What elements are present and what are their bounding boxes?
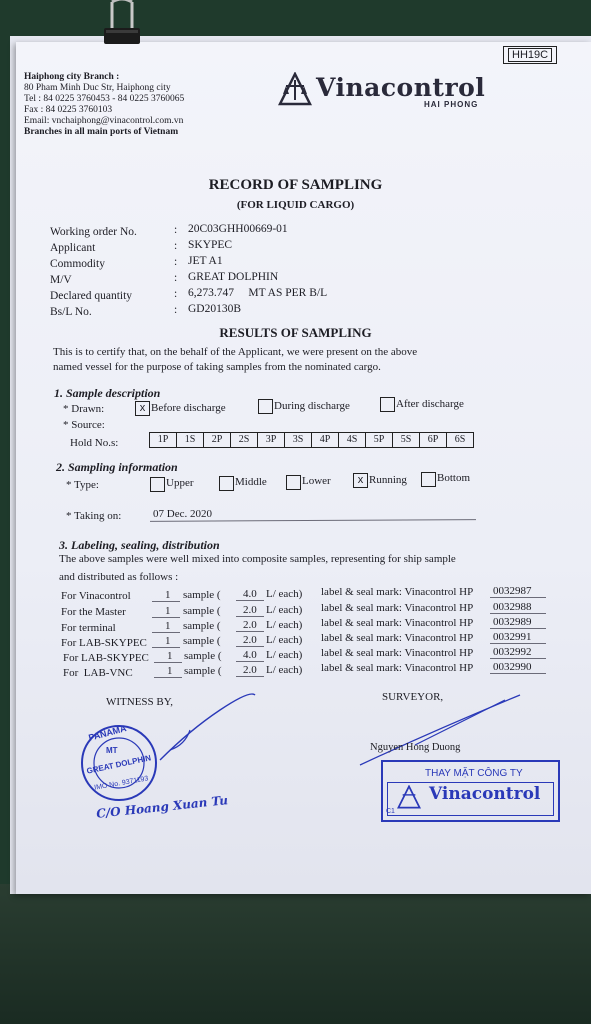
dist-qty: 1 [165, 589, 171, 601]
seal-underline [490, 597, 546, 598]
seal-underline [490, 658, 546, 659]
dist-unit: L/ each) [266, 588, 303, 600]
dist-litres: 4.0 [243, 588, 257, 600]
binder-clip-icon [100, 0, 144, 46]
results-heading: RESULTS OF SAMPLING [219, 325, 372, 340]
info-label: Bs/L No. [50, 306, 92, 318]
branch-fax: Fax : 84 0225 3760103 [24, 105, 113, 115]
dist-seal-label: label & seal mark: Vinacontrol HP [321, 632, 474, 644]
surveyor-label: SURVEYOR, [382, 691, 444, 703]
info-label: Applicant [50, 242, 96, 254]
taking-on-label: * Taking on: [66, 510, 122, 522]
litres-underline [236, 631, 264, 632]
stamp-code: C1 [386, 808, 395, 815]
info-colon: : [174, 288, 178, 300]
dist-qty: 1 [165, 620, 171, 632]
form-code: HH19C [503, 46, 557, 64]
hold-cell: 5P [366, 433, 393, 447]
ship-stamp-vessel: GREAT DOLPHIN [85, 753, 152, 776]
info-value: JET A1 [188, 255, 223, 267]
witness-signature: C/O Hoang Xuan Tu [95, 793, 229, 821]
dist-qty: 1 [165, 635, 171, 647]
dist-unit: L/ each) [266, 619, 303, 631]
hold-cell: 1S [177, 433, 204, 447]
drawn-label: * Drawn: [63, 403, 105, 415]
seal-underline [490, 643, 546, 644]
ship-stamp-imo: IMO No. 9371193 [93, 775, 149, 792]
litres-underline [236, 616, 264, 617]
document-subtitle: (FOR LIQUID CARGO) [236, 199, 355, 211]
dist-sample-word: sample ( [184, 650, 222, 662]
taking-on-date: 07 Dec. 2020 [153, 508, 212, 520]
hold-cell: 4P [312, 433, 339, 447]
litres-underline [236, 676, 264, 677]
certify-text-line1: This is to certify that, on the behalf of the Applicant, we were present on the above [53, 346, 418, 358]
checkbox-before-discharge[interactable]: x [135, 401, 150, 416]
distribution-text-line1: The above samples were well mixed into composite samples, representing for ship sample [59, 553, 456, 565]
dist-seal-number: 0032987 [493, 585, 532, 597]
info-value: GD20130B [188, 303, 242, 315]
witness-label: WITNESS BY, [106, 696, 174, 708]
hold-cell: 3S [285, 433, 312, 447]
dist-sample-word: sample ( [184, 665, 222, 677]
seal-underline [490, 673, 546, 674]
dist-recipient: For Vinacontrol [61, 590, 131, 602]
qty-underline [152, 617, 180, 618]
seal-underline [490, 613, 546, 614]
background-floor [0, 884, 591, 1024]
dist-recipient: For the Master [61, 606, 126, 618]
dist-unit: L/ each) [266, 649, 303, 661]
ship-stamp-flag: PANAMA [87, 723, 128, 743]
witness-signature-stroke [150, 690, 260, 770]
checkbox-lower[interactable] [286, 475, 301, 490]
dist-recipient: For LAB-SKYPEC [61, 637, 147, 649]
litres-underline [236, 661, 264, 662]
dist-sample-word: sample ( [183, 589, 221, 601]
qty-underline [152, 601, 180, 602]
document-title: RECORD OF SAMPLING [208, 177, 383, 193]
dist-seal-label: label & seal mark: Vinacontrol HP [321, 586, 474, 598]
qty-underline [154, 677, 182, 678]
info-colon: : [174, 240, 178, 252]
qty-underline [154, 662, 182, 663]
dist-qty: 1 [167, 650, 173, 662]
stamp-top-text: THAY MẶT CÔNG TY [425, 768, 523, 779]
dist-seal-number: 0032989 [493, 616, 532, 628]
hold-cell: 1P [150, 433, 177, 447]
ship-stamp-line1: MT [106, 746, 118, 755]
dist-sample-word: sample ( [183, 620, 221, 632]
logo-subtitle: HAI PHONG [424, 100, 479, 109]
type-option-label: Bottom [437, 472, 471, 484]
dist-seal-label: label & seal mark: Vinacontrol HP [321, 662, 474, 674]
dist-seal-number: 0032992 [493, 646, 532, 658]
branch-name: Haiphong city Branch : [24, 72, 120, 82]
dist-recipient: For LAB-VNC [63, 667, 133, 679]
checkbox-middle[interactable] [219, 476, 234, 491]
type-option-label: Lower [302, 475, 331, 487]
dist-unit: L/ each) [266, 634, 303, 646]
info-value: 20C03GHH00669-01 [188, 223, 288, 235]
info-value: 6,273.747 MT AS PER B/L [188, 287, 328, 299]
section-sampling-information: 2. Sampling information [56, 460, 178, 474]
dist-seal-label: label & seal mark: Vinacontrol HP [321, 602, 474, 614]
dist-litres: 2.0 [243, 664, 257, 676]
dist-litres: 4.0 [243, 649, 257, 661]
type-label: * Type: [66, 479, 99, 491]
checkbox-upper[interactable] [150, 477, 165, 492]
checkbox-running[interactable]: x [353, 473, 368, 488]
type-option-label: Upper [166, 477, 194, 489]
info-colon: : [174, 224, 178, 236]
dist-unit: L/ each) [266, 604, 303, 616]
dist-seal-label: label & seal mark: Vinacontrol HP [321, 647, 474, 659]
info-colon: : [174, 272, 178, 284]
dist-seal-number: 0032990 [493, 661, 532, 673]
hold-cell: 4S [339, 433, 366, 447]
dist-seal-label: label & seal mark: Vinacontrol HP [321, 617, 474, 629]
dist-recipient: For terminal [61, 622, 116, 634]
holds-label: Hold No.s: [70, 437, 119, 449]
certify-text-line2: named vessel for the purpose of taking samples from the nominated cargo. [53, 361, 381, 373]
dist-recipient: For LAB-SKYPEC [63, 652, 149, 664]
info-label: M/V [50, 274, 72, 286]
branch-address: 80 Pham Minh Duc Str, Haiphong city [24, 83, 171, 93]
option-label: After discharge [396, 398, 464, 410]
dist-sample-word: sample ( [183, 635, 221, 647]
dist-sample-word: sample ( [183, 605, 221, 617]
branch-ports: Branches in all main ports of Vietnam [24, 127, 179, 137]
branch-header [24, 72, 184, 138]
info-label: Commodity [50, 258, 105, 270]
qty-underline [152, 632, 180, 633]
seal-underline [490, 628, 546, 629]
scales-logo-icon [278, 72, 312, 106]
hold-cell: 3P [258, 433, 285, 447]
section-labeling-sealing: 3. Labeling, sealing, distribution [59, 538, 220, 552]
hold-cell: 5S [393, 433, 420, 447]
section-sample-description: 1. Sample description [54, 386, 161, 400]
logo-wordmark: Vinacontrol [316, 73, 486, 102]
dist-qty: 1 [165, 605, 171, 617]
vinacontrol-logo [278, 72, 486, 112]
company-stamp [381, 760, 560, 822]
checkbox-after-discharge[interactable] [380, 397, 395, 412]
dist-litres: 2.0 [243, 619, 257, 631]
hold-numbers [149, 432, 474, 448]
hold-cell: 2P [204, 433, 231, 447]
dist-litres: 2.0 [243, 604, 257, 616]
litres-underline [236, 646, 264, 647]
dist-unit: L/ each) [266, 664, 303, 676]
hold-cell: 6P [420, 433, 447, 447]
info-value: SKYPEC [188, 239, 233, 251]
branch-email: Email: vnchaiphong@vinacontrol.com.vn [24, 116, 184, 126]
branch-tel: Tel : 84 0225 3760453 - 84 0225 3760065 [24, 94, 185, 104]
source-label: * Source: [63, 419, 105, 431]
hold-cell: 2S [231, 433, 258, 447]
info-colon: : [174, 304, 178, 316]
info-colon: : [174, 256, 178, 268]
surveyor-name: Nguyen Hong Duong [370, 742, 461, 753]
dist-seal-number: 0032988 [493, 601, 532, 613]
type-option-label: Middle [235, 476, 267, 488]
surveyor-signature-stroke [355, 690, 525, 770]
litres-underline [236, 600, 264, 601]
option-label: Before discharge [151, 402, 226, 414]
type-option-label: Running [369, 474, 407, 486]
info-value: GREAT DOLPHIN [188, 271, 279, 283]
option-label: During discharge [274, 400, 350, 412]
dist-seal-number: 0032991 [493, 631, 532, 643]
dist-qty: 1 [167, 665, 173, 677]
dist-litres: 2.0 [243, 634, 257, 646]
info-label: Working order No. [50, 226, 137, 238]
stamp-company-name: Vinacontrol [429, 784, 541, 804]
checkbox-during-discharge[interactable] [258, 399, 273, 414]
qty-underline [152, 647, 180, 648]
checkbox-bottom[interactable] [421, 472, 436, 487]
distribution-text-line2: and distributed as follows : [59, 571, 179, 583]
hold-cell: 6S [454, 434, 466, 445]
info-label: Declared quantity [50, 290, 133, 302]
stamp-scales-icon [397, 785, 421, 809]
